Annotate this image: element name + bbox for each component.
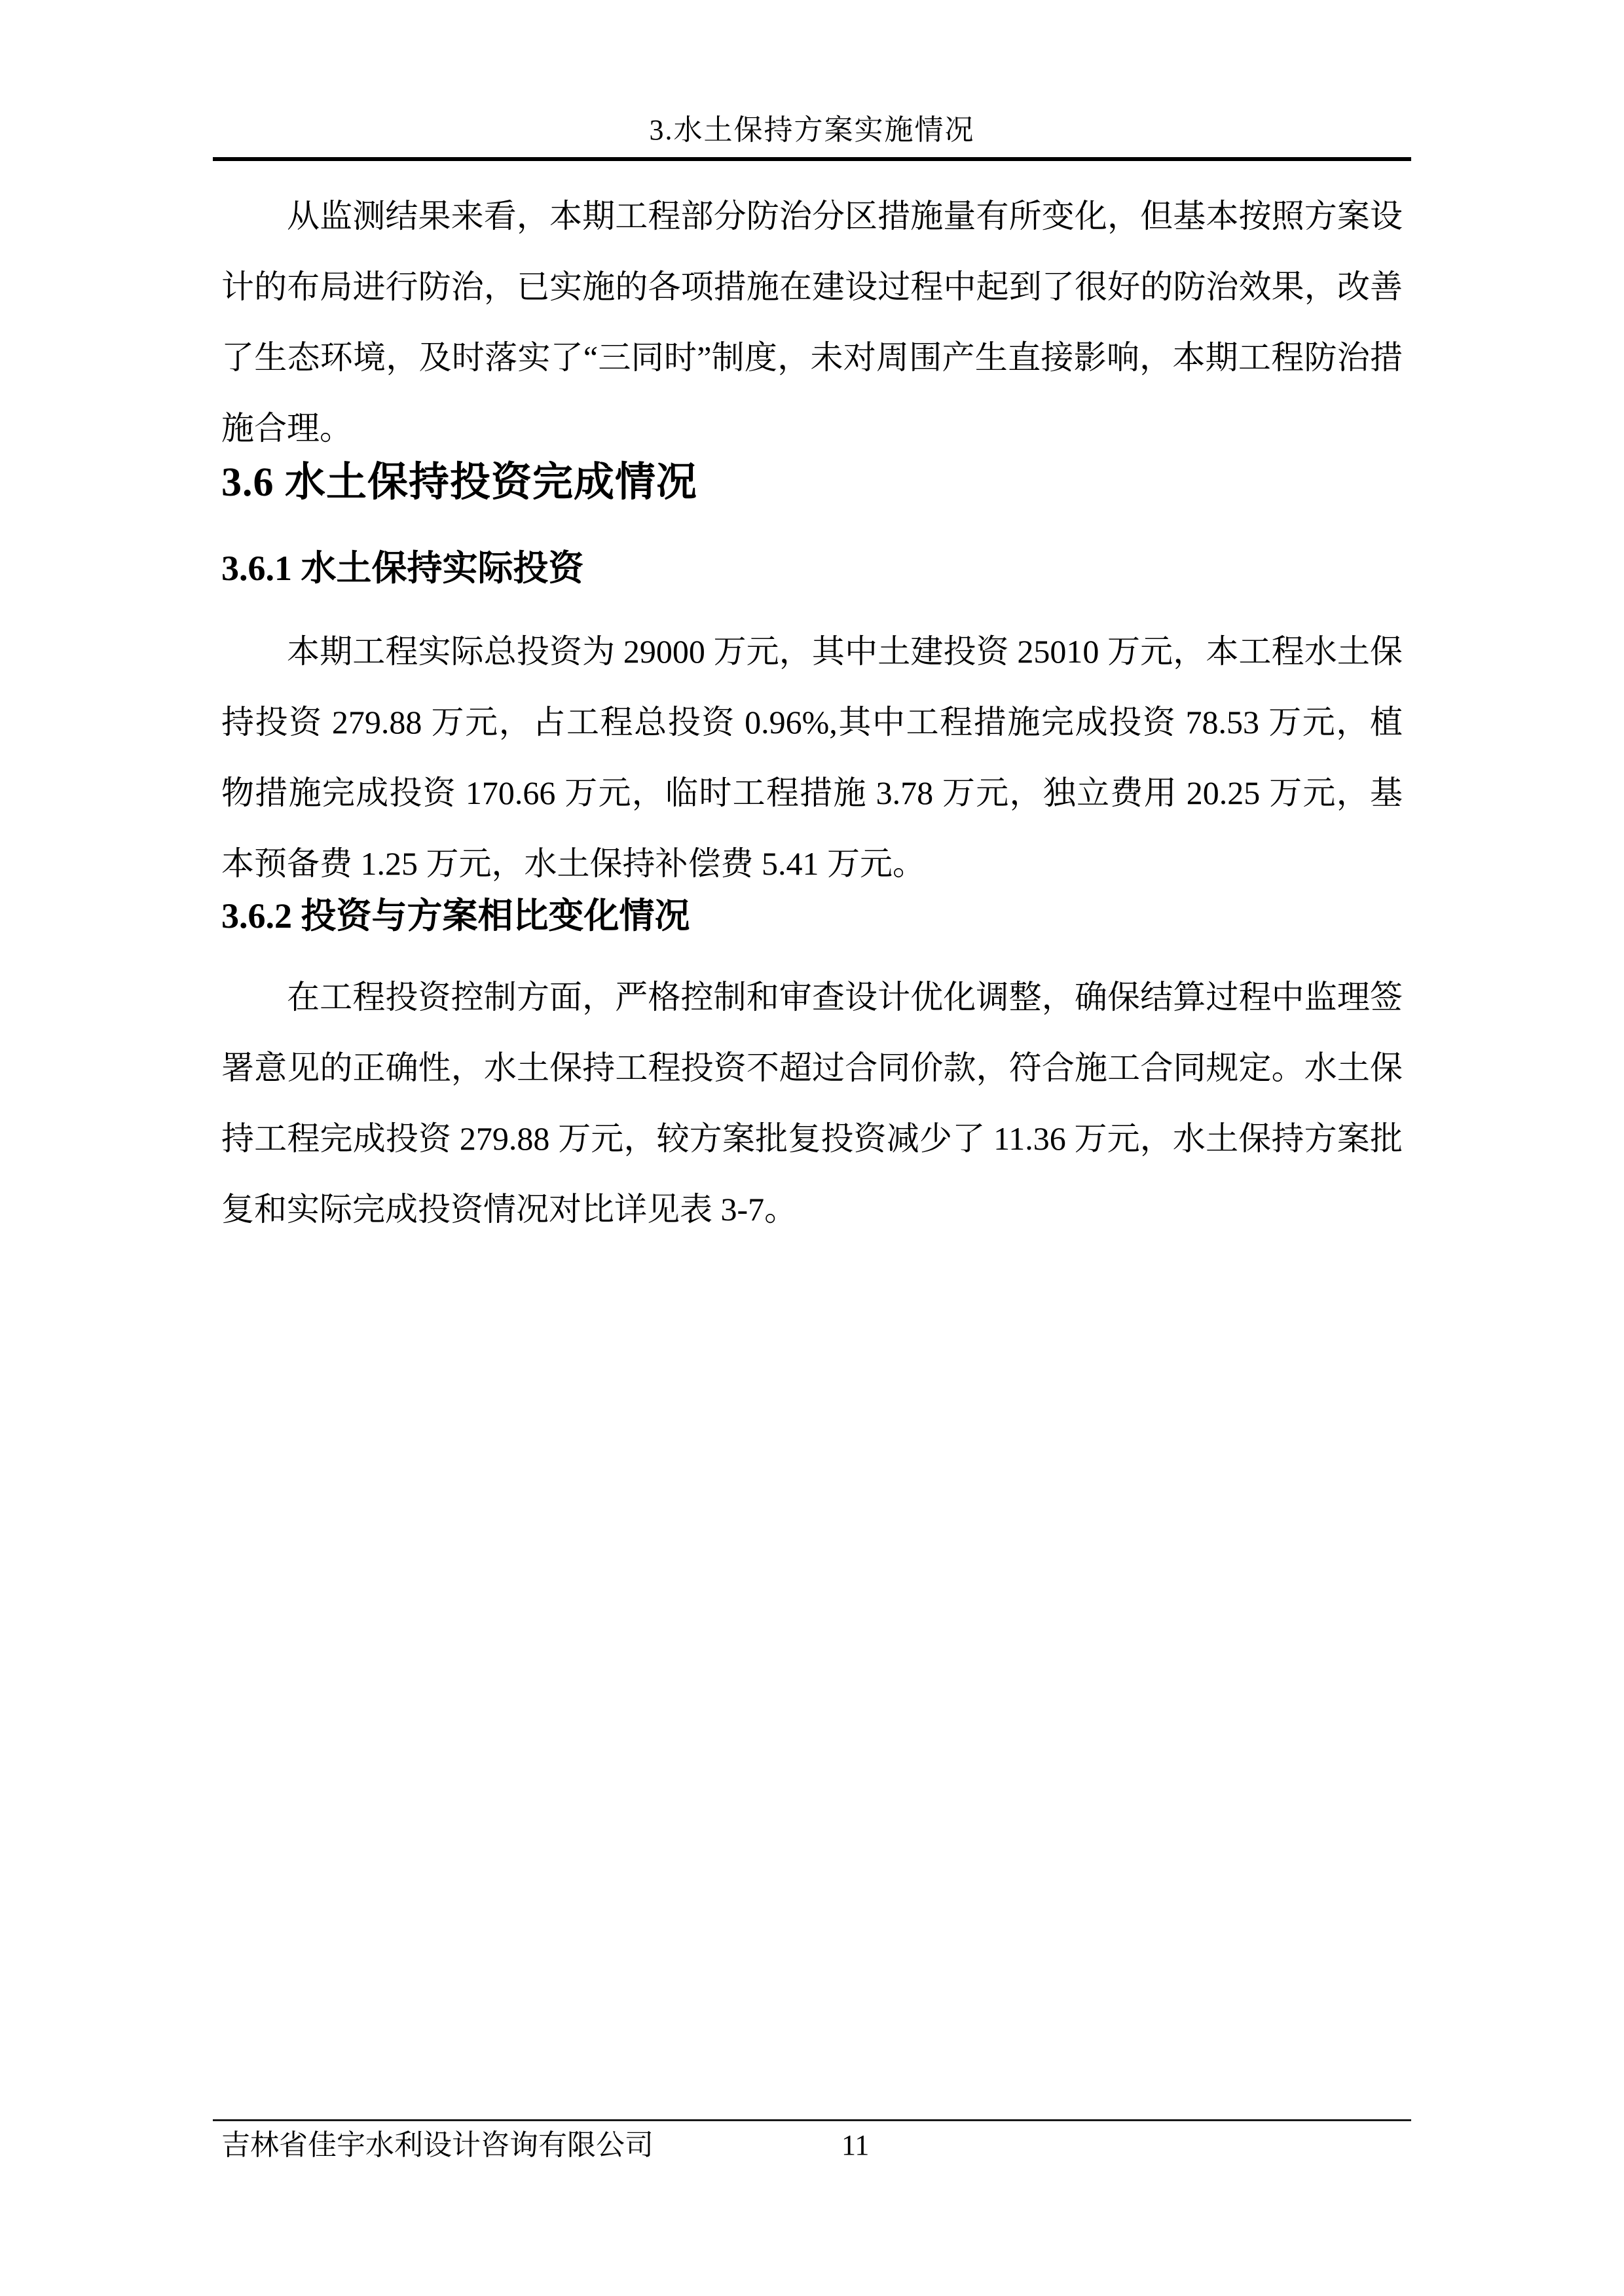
paragraph-investment-comparison: 在工程投资控制方面，严格控制和审查设计优化调整，确保结算过程中监理签署意见的正确性，水土保持工程投资不超过合同价款，符合施工合同规定。水土保持工程完成投资 279.88 万元，较方案批复投资减少了 11.36 万元，水土保持方案批复和实际完成投资情况对比详见表 3-7。 <box>221 979 1403 1228</box>
section-heading-3-6: 3.6 水土保持投资完成情况 <box>221 460 698 505</box>
footer-page-number: 11 <box>841 2129 870 2161</box>
subsection-heading-3-6-2: 3.6.2 投资与方案相比变化情况 <box>221 896 690 936</box>
text-column <box>221 0 1403 1245</box>
paragraph-monitoring-results: 从监测结果来看，本期工程部分防治分区措施量有所变化，但基本按照方案设计的布局进行防治，已实施的各项措施在建设过程中起到了很好的防治效果，改善了生态环境，及时落实了“三同时”制度，未对周围产生直接影响，本期工程防治措施合理。 <box>221 198 1403 446</box>
running-header-title: 3.水土保持方案实施情况 <box>649 114 975 146</box>
paragraph-actual-investment: 本期工程实际总投资为 29000 万元，其中土建投资 25010 万元，本工程水土保持投资 279.88 万元，占工程总投资 0.96%,其中工程措施完成投资 78.53 万元，植物措施完成投资 170.66 万元，临时工程措施 3.78 万元，独立费用 20.25 万元，基本预备费 1.25 万元，水土保持补偿费 5.41 万元。 <box>221 633 1403 882</box>
header-rule <box>213 157 1411 161</box>
subsection-heading-3-6-1: 3.6.1 水土保持实际投资 <box>221 549 584 588</box>
footer-row <box>213 2121 1411 2164</box>
page-footer <box>213 2119 1411 2164</box>
footer-company-name: 吉林省佳宇水利设计咨询有限公司 <box>221 2129 654 2161</box>
